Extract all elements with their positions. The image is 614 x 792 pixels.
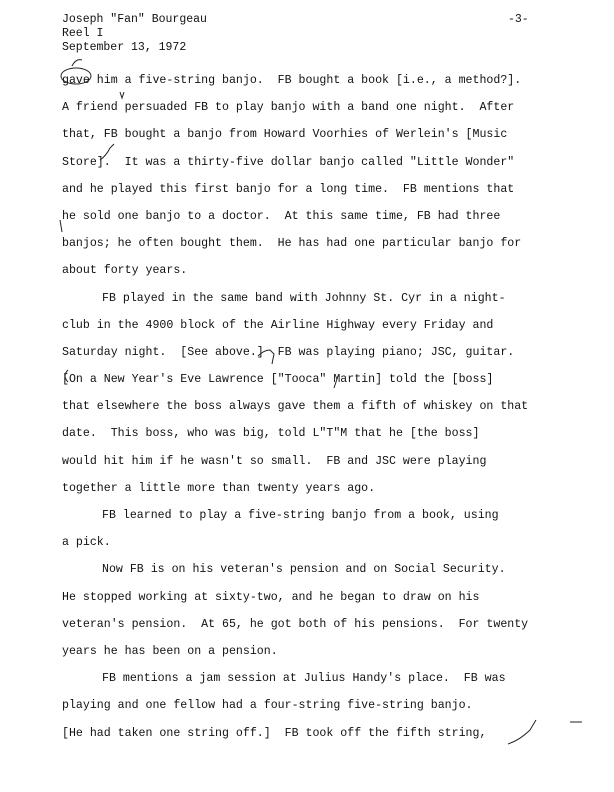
text-line: together a little more than twenty years ago. [62,481,376,495]
text-line: years he has been on a pension. [62,644,278,658]
text-line: that, FB bought a banjo from Howard Voorhies of Werlein's [Music [62,128,508,142]
text-line: and he played this first banjo for a long time. FB mentions that [62,182,515,196]
text-line: Saturday night. [See above.] FB was playing piano; JSC, guitar. [62,345,515,359]
text-line: banjos; he often bought them. He has had one particular banjo for [62,237,522,251]
caret-mark [72,60,82,66]
text-line: A friend persuaded FB to play banjo with a band one night. After [62,101,515,115]
text-line: FB mentions a jam session at Julius Handy's place. FB was [102,672,506,686]
text-line: [He had taken one string off.] FB took off the fifth string, [62,726,487,740]
text-line: would hit him if he wasn't so small. FB and JSC were playing [62,454,487,468]
text-line: a pick. [62,536,111,550]
interview-date: September 13, 1972 [62,41,187,54]
text-line: gave him a five-string banjo. FB bought a book [i.e., a method?]. [62,74,522,87]
text-line: Now FB is on his veteran's pension and on Social Security. [102,563,506,577]
text-line: about forty years. [62,264,188,278]
text-line: [On a New Year's Eve Lawrence ["Tooca" Martin] told the [boss] [62,373,494,387]
text-line: club in the 4900 block of the Airline Highway every Friday and [62,318,494,332]
text-line: that elsewhere the boss always gave them a fifth of whiskey on that [62,400,529,414]
text-line: FB played in the same band with Johnny St. Cyr in a night- [102,291,506,305]
interviewee-name: Joseph "Fan" Bourgeau [62,13,207,26]
text-line: date. This boss, who was big, told L"T"M that he [the boss] [62,427,480,441]
page-number: -3- [508,13,529,26]
reel-label: Reel I [62,27,104,40]
document-header [62,13,207,55]
text-line: Store]. It was a thirty-five dollar banjo called "Little Wonder" [62,155,515,169]
text-line: FB learned to play a five-string banjo from a book, using [102,509,499,522]
text-line: playing and one fellow had a four-string five-string banjo. [62,699,473,713]
text-line: He stopped working at sixty-two, and he began to draw on his [62,590,480,604]
text-line: he sold one banjo to a doctor. At this same time, FB had three [62,209,501,223]
text-line: veteran's pension. At 65, he got both of his pensions. For twenty [62,617,529,631]
transcript-body [62,67,562,747]
